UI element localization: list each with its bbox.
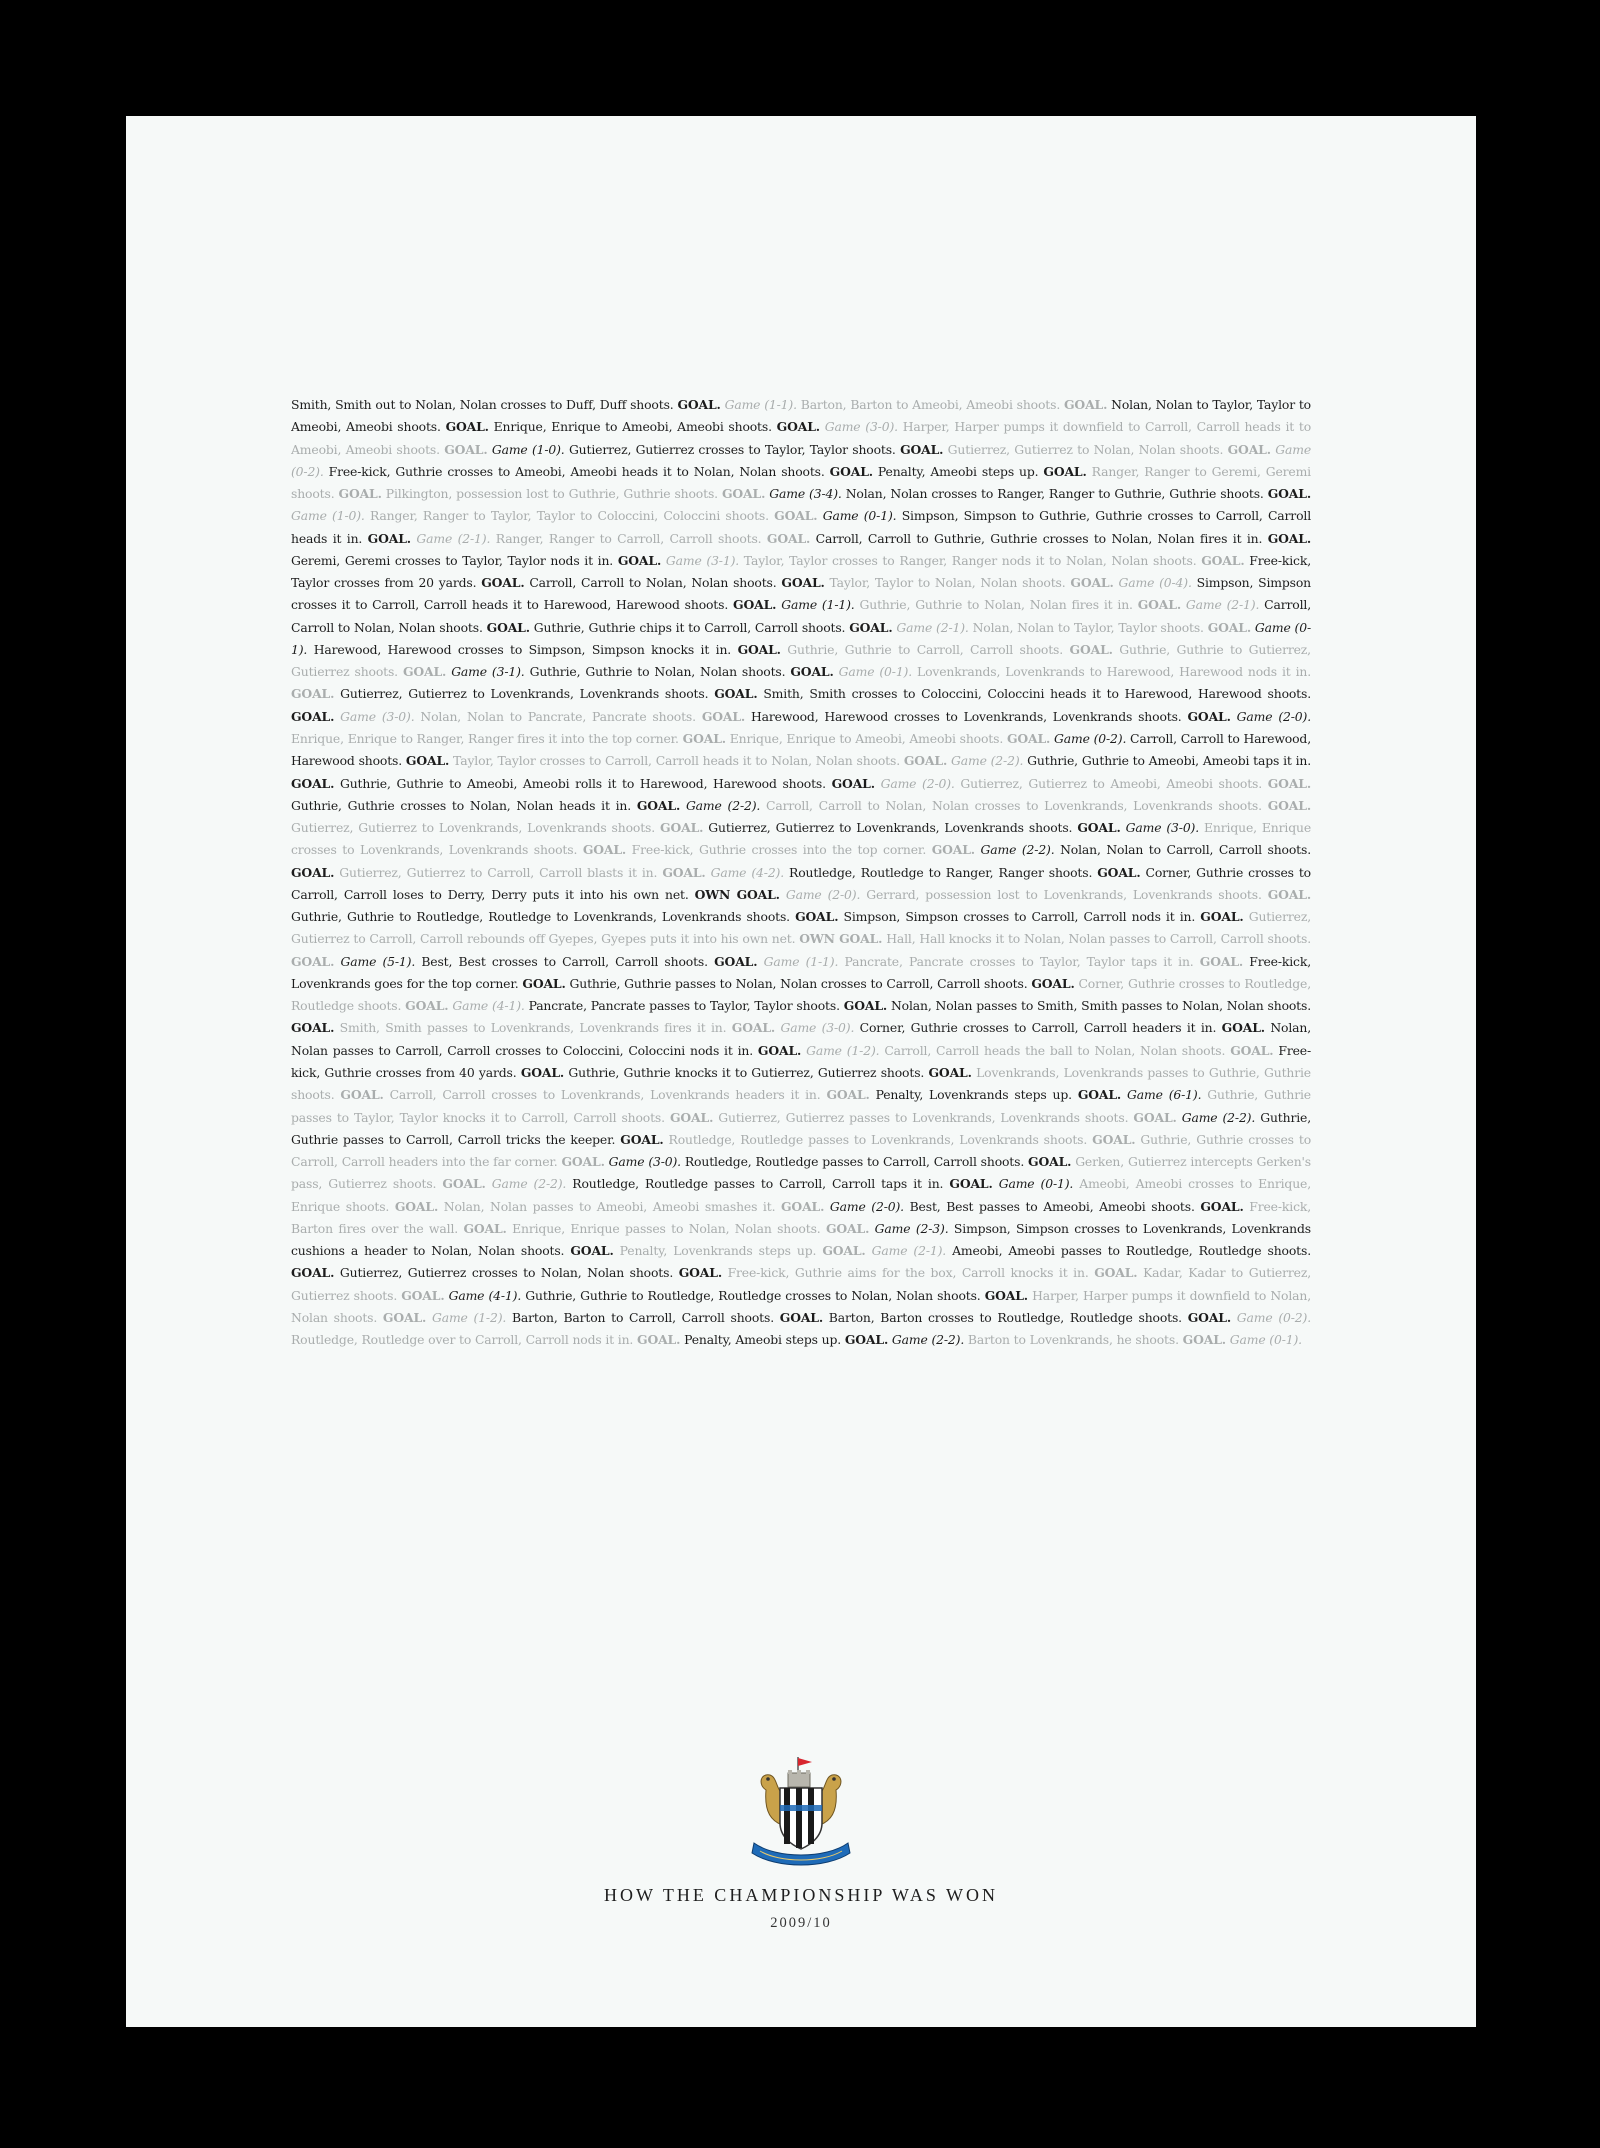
goal-marker: GOAL.	[1097, 864, 1141, 880]
goal-marker: GOAL.	[620, 1131, 664, 1147]
game-score: Game (2-2).	[951, 753, 1024, 769]
play-text: Ameobi, Ameobi crosses to Enrique, Enrique shoots.	[291, 1176, 1311, 1214]
goal-marker: GOAL.	[829, 463, 873, 479]
play-text: Ranger, Ranger to Geremi, Geremi shoots.	[291, 463, 1311, 502]
play-text: Taylor, Taylor crosses to Carroll, Carroll heads it to Nolan, Nolan shoots.	[449, 753, 904, 769]
play-text: Ameobi, Ameobi passes to Routledge, Routledge shoots.	[946, 1243, 1311, 1259]
play-text: Nolan, Nolan to Pancrate, Pancrate shoots.	[414, 708, 702, 724]
play-text: Guthrie, Guthrie to Routledge, Routledge crosses to Nolan, Nolan shoots.	[521, 1287, 985, 1303]
play-text: Corner, Guthrie crosses to Carroll, Carroll headers it in.	[854, 1020, 1222, 1036]
goal-marker: GOAL.	[849, 619, 893, 635]
goal-marker: GOAL.	[714, 686, 758, 702]
game-score: Game (1-2).	[806, 1042, 880, 1058]
play-text: Harewood, Harewood crosses to Simpson, Simpson knocks it in.	[307, 641, 738, 657]
play-text: Ranger, Ranger to Taylor, Taylor to Coloccini, Coloccini shoots.	[364, 508, 775, 524]
goal-marker: GOAL.	[582, 842, 627, 858]
goal-marker: GOAL.	[442, 1176, 486, 1192]
goal-marker: GOAL.	[1207, 619, 1251, 635]
goal-marker: GOAL.	[669, 1109, 714, 1125]
goal-marker: GOAL.	[733, 597, 777, 613]
goal-marker: GOAL.	[1031, 975, 1075, 991]
play-text: Harewood, Harewood crosses to Lovenkrands, Lovenkrands shoots.	[745, 708, 1188, 724]
goal-marker: GOAL.	[291, 864, 335, 880]
goal-marker: GOAL.	[1227, 441, 1271, 457]
season-label: 2009/10	[770, 1915, 832, 1931]
goal-marker: GOAL.	[822, 1243, 866, 1259]
play-text: Penalty, Ameobi steps up.	[680, 1332, 845, 1348]
goal-marker: GOAL.	[1182, 1332, 1226, 1348]
play-text: Geremi, Geremi crosses to Taylor, Taylor nods it in.	[291, 552, 618, 568]
play-text: Guthrie, Guthrie chips it to Carroll, Carroll shoots.	[529, 619, 850, 635]
goal-marker: GOAL.	[1187, 708, 1231, 724]
goal-marker: GOAL.	[1200, 909, 1244, 925]
game-score: Game (0-1).	[838, 664, 913, 680]
goal-marker: GOAL.	[1064, 397, 1108, 412]
play-text: Simpson, Simpson to Guthrie, Guthrie crosses to Carroll, Carroll heads it in.	[291, 508, 1311, 546]
play-text: Guthrie, Guthrie to Ameobi, Ameobi rolls it to Harewood, Harewood shoots.	[334, 775, 832, 791]
goal-marker: GOAL.	[1267, 886, 1311, 902]
game-score: Game (2-1).	[416, 530, 491, 546]
goal-marker: GOAL.	[843, 998, 888, 1014]
play-text: Enrique, Enrique passes to Nolan, Nolan shoots.	[506, 1220, 826, 1236]
goal-marker: GOAL.	[781, 1198, 825, 1214]
goal-marker: GOAL.	[637, 1332, 681, 1348]
game-score: Game (3-0).	[780, 1020, 855, 1036]
goal-marker: GOAL.	[1187, 1309, 1232, 1325]
goal-marker: GOAL.	[1070, 575, 1114, 591]
game-score: Game (4-1).	[452, 998, 525, 1014]
game-score: Game (6-1).	[1127, 1087, 1202, 1103]
play-text: Routledge, Routledge over to Carroll, Carroll nods it in.	[291, 1332, 638, 1348]
play-text: Free-kick, Guthrie crosses to Ameobi, Ameobi heads it to Nolan, Nolan shoots.	[323, 463, 830, 479]
play-text: Ranger, Ranger to Carroll, Carroll shoots.	[490, 530, 767, 546]
goal-marker: GOAL.	[928, 1064, 972, 1080]
goal-marker: GOAL.	[463, 1220, 507, 1236]
goal-marker: GOAL.	[570, 1243, 614, 1259]
goal-marker: GOAL.	[774, 508, 818, 524]
play-text: Corner, Guthrie crosses to Carroll, Carroll loses to Derry, Derry puts it into his own net.	[291, 864, 1311, 902]
play-text: Guthrie, Guthrie to Nolan, Nolan fires it in.	[854, 597, 1138, 613]
game-score: Game (1-0).	[291, 508, 365, 524]
goal-marker: GOAL.	[721, 486, 766, 502]
play-text: Guthrie, Guthrie to Routledge, Routledge to Lovenkrands, Lovenkrands shoots.	[291, 909, 796, 925]
play-text: Routledge, Routledge passes to Lovenkrands, Lovenkrands shoots.	[663, 1131, 1093, 1147]
play-text: Gutierrez, Gutierrez to Carroll, Carroll blasts it in.	[334, 864, 663, 880]
newcastle-crest-logo	[746, 1755, 856, 1875]
play-text: Free-kick, Guthrie crosses from 40 yards.	[291, 1042, 1311, 1080]
goal-marker: GOAL.	[617, 552, 662, 568]
play-text: Free-kick, Lovenkrands goes for the top corner.	[291, 953, 1311, 991]
play-text: Corner, Guthrie crosses to Routledge, Routledge shoots.	[291, 975, 1311, 1014]
play-text: Nolan, Nolan passes to Carroll, Carroll crosses to Coloccini, Coloccini nods it in.	[291, 1020, 1311, 1058]
goal-marker: GOAL.	[520, 1064, 565, 1080]
goal-marker: GOAL.	[1267, 486, 1311, 502]
play-text: Barton, Barton crosses to Routledge, Routledge shoots.	[823, 1309, 1188, 1325]
goal-marker: GOAL.	[1200, 1198, 1244, 1214]
play-text: Nolan, Nolan to Carroll, Carroll shoots.	[1054, 842, 1311, 858]
game-score: Game (2-2).	[685, 797, 761, 813]
goal-marker: GOAL.	[1043, 463, 1087, 479]
goal-marker: GOAL.	[402, 664, 447, 680]
game-score: Game (1-1).	[763, 953, 839, 969]
goal-marker: GOAL.	[486, 619, 530, 635]
game-score: Game (1-2).	[431, 1309, 507, 1325]
play-text: Carroll, Carroll to Nolan, Nolan shoots.	[291, 597, 1311, 635]
goal-marker: GOAL.	[445, 419, 489, 435]
play-text: Guthrie, Guthrie passes to Nolan, Nolan crosses to Carroll, Carroll shoots.	[565, 975, 1032, 991]
game-score: Game (3-0).	[608, 1154, 681, 1170]
play-text: Nolan, Nolan to Taylor, Taylor shoots.	[968, 619, 1208, 635]
play-text: Barton, Barton to Carroll, Carroll shoots.	[506, 1309, 780, 1325]
play-text: Simpson, Simpson crosses to Carroll, Carroll nods it in.	[838, 909, 1201, 925]
poster-page	[126, 116, 1476, 2027]
goal-marker: GOAL.	[394, 1198, 439, 1214]
play-text: Routledge, Routledge passes to Carroll, Carroll taps it in.	[566, 1176, 950, 1192]
goal-marker: GOAL.	[701, 708, 746, 724]
game-score: Game (2-2).	[491, 1176, 567, 1192]
game-score: Game (4-2).	[710, 864, 785, 880]
play-text: Guthrie, Guthrie to Ameobi, Ameobi taps it in.	[1023, 753, 1311, 769]
game-score: Game (3-1).	[451, 664, 525, 680]
play-text: Guthrie, Guthrie passes to Taylor, Taylor knocks it to Carroll, Carroll shoots.	[291, 1087, 1311, 1125]
goal-marker: GOAL.	[781, 575, 825, 591]
goal-marker: GOAL.	[1199, 953, 1244, 969]
game-score: Game (1-0).	[491, 441, 565, 457]
goal-marker: GOAL.	[340, 1087, 384, 1103]
game-score: Game (1-1).	[781, 597, 855, 613]
play-text: Carroll, Carroll to Harewood, Harewood shoots.	[291, 730, 1311, 769]
play-text: Carroll, Carroll crosses to Lovenkrands, Lovenkrands headers it in.	[383, 1087, 827, 1103]
play-text: Taylor, Taylor crosses to Ranger, Ranger nods it to Nolan, Nolan shoots.	[739, 552, 1202, 568]
play-text: Routledge, Routledge passes to Carroll, Carroll shoots.	[680, 1154, 1029, 1170]
game-score: Game (4-1).	[448, 1287, 522, 1303]
play-text: Nolan, Nolan passes to Smith, Smith passes to Nolan, Nolan shoots.	[887, 998, 1311, 1014]
goal-marker: GOAL.	[405, 998, 449, 1014]
goal-marker: GOAL.	[776, 419, 820, 435]
goal-marker: GOAL.	[338, 486, 382, 502]
match-commentary-text	[291, 394, 1311, 1502]
game-score: Game (2-1).	[1185, 597, 1260, 613]
play-text: Pancrate, Pancrate passes to Taylor, Taylor shoots.	[524, 998, 844, 1014]
game-score: Game (2-2).	[891, 1332, 965, 1348]
game-score: Game (2-1).	[896, 619, 969, 635]
play-text: Simpson, Simpson crosses to Lovenkrands, Lovenkrands cushions a header to Nolan, Nolan shoots.	[291, 1220, 1311, 1259]
game-score: Game (3-0).	[340, 708, 415, 724]
goal-marker: GOAL.	[1221, 1020, 1265, 1036]
play-text: Lovenkrands, Lovenkrands to Harewood, Harewood nods it in.	[912, 664, 1311, 680]
goal-marker: GOAL.	[660, 820, 704, 836]
goal-marker: GOAL.	[1028, 1154, 1072, 1170]
goal-marker: GOAL.	[714, 953, 758, 969]
game-score: Game (2-3).	[874, 1220, 949, 1236]
play-text: Free-kick, Guthrie aims for the box, Carroll knocks it in.	[721, 1265, 1095, 1281]
goal-marker: GOAL.	[662, 864, 706, 880]
play-text: Penalty, Lovenkrands steps up.	[869, 1087, 1078, 1103]
goal-marker: GOAL.	[949, 1176, 993, 1192]
goal-marker: GOAL.	[795, 909, 839, 925]
play-text: Pancrate, Pancrate crosses to Taylor, Taylor taps it in.	[838, 953, 1200, 969]
game-score: Game (0-1).	[1229, 1332, 1302, 1348]
play-text: Pilkington, possession lost to Guthrie, Guthrie shoots.	[381, 486, 722, 502]
play-text: Harper, Harper pumps it downfield to Carroll, Carroll heads it to Ameobi, Ameobi shoots.	[291, 419, 1311, 457]
game-score: Game (0-1).	[998, 1176, 1074, 1192]
game-score: Game (2-0).	[880, 775, 955, 791]
goal-marker: GOAL.	[1092, 1131, 1136, 1147]
play-text: Carroll, Carroll heads the ball to Nolan, Nolan shoots.	[879, 1042, 1231, 1058]
play-text: Gutierrez, Gutierrez to Nolan, Nolan shoots.	[943, 441, 1228, 457]
game-score: Game (2-0).	[785, 886, 861, 902]
goal-marker: GOAL.	[522, 975, 566, 991]
play-text: Gerrard, possession lost to Lovenkrands, Lovenkrands shoots.	[860, 886, 1268, 902]
goal-marker: OWN GOAL.	[799, 931, 883, 947]
game-score: Game (0-2).	[291, 441, 1311, 479]
goal-marker: GOAL.	[757, 1042, 802, 1058]
play-text: Smith, Smith passes to Lovenkrands, Lovenkrands fires it in.	[334, 1020, 732, 1036]
play-text: Enrique, Enrique to Ameobi, Ameobi shoots.	[488, 419, 777, 435]
goal-marker: GOAL.	[1267, 797, 1311, 813]
game-score: Game (3-0).	[824, 419, 898, 435]
play-text: Gutierrez, Gutierrez to Lovenkrands, Lovenkrands shoots.	[703, 820, 1078, 836]
goal-marker: GOAL.	[677, 397, 721, 412]
goal-marker: GOAL.	[405, 753, 450, 769]
play-text: Gerken, Gutierrez intercepts Gerken's pass, Gutierrez shoots.	[291, 1154, 1311, 1192]
play-text: Lovenkrands, Lovenkrands passes to Guthrie, Guthrie shoots.	[291, 1064, 1311, 1103]
goal-marker: GOAL.	[291, 708, 335, 724]
goal-marker: GOAL.	[931, 842, 975, 858]
goal-marker: GOAL.	[1069, 641, 1113, 657]
play-text: Guthrie, Guthrie to Carroll, Carroll shoots.	[780, 641, 1070, 657]
play-text: Enrique, Enrique crosses to Lovenkrands, Lovenkrands shoots.	[291, 820, 1311, 858]
goal-marker: GOAL.	[291, 1020, 335, 1036]
goal-marker: GOAL.	[903, 753, 948, 769]
play-text: Nolan, Nolan passes to Ameobi, Ameobi smashes it.	[438, 1198, 781, 1214]
goal-marker: GOAL.	[1006, 730, 1051, 746]
play-text: Routledge, Routledge to Ranger, Ranger shoots.	[784, 864, 1098, 880]
goal-marker: GOAL.	[444, 441, 488, 457]
play-text: Gutierrez, Gutierrez crosses to Taylor, Taylor shoots.	[564, 441, 901, 457]
game-score: Game (2-0).	[829, 1198, 904, 1214]
play-text: Gutierrez, Gutierrez to Carroll, Carroll rebounds off Gyepes, Gyepes puts it into his own net.	[291, 909, 1311, 947]
play-text: Barton to Lovenkrands, he shoots.	[964, 1332, 1183, 1348]
play-text: Simpson, Simpson crosses it to Carroll, Carroll heads it to Harewood, Harewood shoots.	[291, 575, 1311, 613]
play-text: Gutierrez, Gutierrez to Lovenkrands, Lovenkrands shoots.	[334, 686, 715, 702]
play-text: Enrique, Enrique to Ranger, Ranger fires it into the top corner.	[291, 730, 683, 746]
play-text: Smith, Smith crosses to Coloccini, Coloccini heads it to Harewood, Harewood shoots.	[757, 686, 1311, 702]
goal-marker: GOAL.	[984, 1287, 1028, 1303]
goal-marker: GOAL.	[1267, 530, 1311, 546]
goal-marker: GOAL.	[678, 1265, 722, 1281]
play-text: Guthrie, Guthrie to Gutierrez, Gutierrez shoots.	[291, 641, 1311, 680]
goal-marker: GOAL.	[481, 575, 525, 591]
play-text: Taylor, Taylor to Nolan, Nolan shoots.	[824, 575, 1071, 591]
goal-marker: GOAL.	[1201, 552, 1245, 568]
play-text: Gutierrez, Gutierrez passes to Lovenkrands, Lovenkrands shoots.	[713, 1109, 1134, 1125]
play-text: Gutierrez, Gutierrez crosses to Nolan, Nolan shoots.	[334, 1265, 679, 1281]
game-score: Game (2-2).	[1181, 1109, 1256, 1125]
game-score: Game (1-1).	[724, 397, 797, 412]
play-text: Hall, Hall knocks it to Nolan, Nolan passes to Carroll, Carroll shoots.	[882, 931, 1311, 947]
play-text: Penalty, Lovenkrands steps up.	[613, 1243, 823, 1259]
play-text: Kadar, Kadar to Gutierrez, Gutierrez shoots.	[291, 1265, 1311, 1303]
goal-marker: GOAL.	[790, 664, 834, 680]
play-text: Carroll, Carroll to Guthrie, Guthrie crosses to Nolan, Nolan fires it in.	[810, 530, 1268, 546]
goal-marker: GOAL.	[731, 1020, 776, 1036]
game-score: Game (2-1).	[871, 1243, 947, 1259]
goal-marker: GOAL.	[844, 1332, 889, 1348]
play-text: Guthrie, Guthrie knocks it to Gutierrez, Gutierrez shoots.	[564, 1064, 929, 1080]
play-text: Smith, Smith out to Nolan, Nolan crosses to Duff, Duff shoots.	[291, 397, 678, 412]
game-score: Game (2-0).	[1236, 708, 1311, 724]
game-score: Game (3-0).	[1125, 820, 1200, 836]
goal-marker: GOAL.	[826, 1087, 870, 1103]
goal-marker: GOAL.	[825, 1220, 870, 1236]
play-text: Carroll, Carroll to Nolan, Nolan shoots.	[524, 575, 782, 591]
play-text: Free-kick, Barton fires over the wall.	[291, 1198, 1311, 1236]
goal-marker: GOAL.	[900, 441, 944, 457]
play-text: Penalty, Ameobi steps up.	[872, 463, 1044, 479]
game-score: Game (0-1).	[822, 508, 897, 524]
goal-marker: GOAL.	[766, 530, 811, 546]
goal-marker: GOAL.	[561, 1154, 605, 1170]
play-text: Best, Best passes to Ameobi, Ameobi shoots.	[903, 1198, 1201, 1214]
goal-marker: GOAL.	[1094, 1265, 1138, 1281]
goal-marker: GOAL.	[737, 641, 781, 657]
play-text: Gutierrez, Gutierrez to Lovenkrands, Lovenkrands shoots.	[291, 820, 661, 836]
play-text: Guthrie, Guthrie to Nolan, Nolan shoots.	[524, 664, 791, 680]
game-score: Game (3-1).	[665, 552, 740, 568]
play-text: Free-kick, Guthrie crosses into the top corner.	[626, 842, 932, 858]
play-text: Harper, Harper pumps it downfield to Nolan, Nolan shoots.	[291, 1287, 1311, 1325]
goal-marker: OWN GOAL.	[694, 886, 780, 902]
goal-marker: GOAL.	[831, 775, 875, 791]
goal-marker: GOAL.	[1133, 1109, 1177, 1125]
goal-marker: GOAL.	[779, 1309, 824, 1325]
game-score: Game (0-4).	[1118, 575, 1192, 591]
play-text: Guthrie, Guthrie crosses to Nolan, Nolan heads it in.	[291, 797, 637, 813]
game-score: Game (0-2).	[1054, 730, 1127, 746]
game-score: Game (0-1).	[291, 619, 1311, 657]
play-text: Nolan, Nolan to Taylor, Taylor to Ameobi, Ameobi shoots.	[291, 397, 1311, 435]
poster-title: HOW THE CHAMPIONSHIP WAS WON	[603, 1885, 999, 1905]
goal-marker: GOAL.	[291, 953, 335, 969]
goal-marker: GOAL.	[1077, 820, 1121, 836]
goal-marker: GOAL.	[1267, 775, 1311, 791]
game-score: Game (3-4).	[769, 486, 842, 502]
play-text: Enrique, Enrique to Ameobi, Ameobi shoots.	[725, 730, 1007, 746]
play-text: Guthrie, Guthrie passes to Carroll, Carroll tricks the keeper.	[291, 1109, 1311, 1147]
play-text: Gutierrez, Gutierrez to Ameobi, Ameobi shoots.	[954, 775, 1268, 791]
game-score: Game (0-2).	[1236, 1309, 1311, 1325]
goal-marker: GOAL.	[291, 775, 335, 791]
game-score: Game (5-1).	[340, 953, 416, 969]
goal-marker: GOAL.	[1230, 1042, 1274, 1058]
goal-marker: GOAL.	[382, 1309, 427, 1325]
goal-marker: GOAL.	[682, 730, 726, 746]
play-text: Best, Best crosses to Carroll, Carroll shoots.	[415, 953, 715, 969]
play-text: Nolan, Nolan crosses to Ranger, Ranger to Guthrie, Guthrie shoots.	[841, 486, 1268, 502]
game-score: Game (2-2).	[980, 842, 1055, 858]
goal-marker: GOAL.	[367, 530, 411, 546]
goal-marker: GOAL.	[291, 686, 335, 702]
play-text: Barton, Barton to Ameobi, Ameobi shoots.	[796, 397, 1064, 412]
goal-marker: GOAL.	[1137, 597, 1181, 613]
goal-marker: GOAL.	[1077, 1087, 1122, 1103]
play-text: Guthrie, Guthrie crosses to Carroll, Carroll headers into the far corner.	[291, 1131, 1311, 1170]
play-text: Carroll, Carroll to Nolan, Nolan crosses to Lovenkrands, Lovenkrands shoots.	[760, 797, 1268, 813]
goal-marker: GOAL.	[291, 1265, 335, 1281]
play-text: Free-kick, Taylor crosses from 20 yards.	[291, 552, 1311, 591]
goal-marker: GOAL.	[636, 797, 681, 813]
goal-marker: GOAL.	[401, 1287, 445, 1303]
